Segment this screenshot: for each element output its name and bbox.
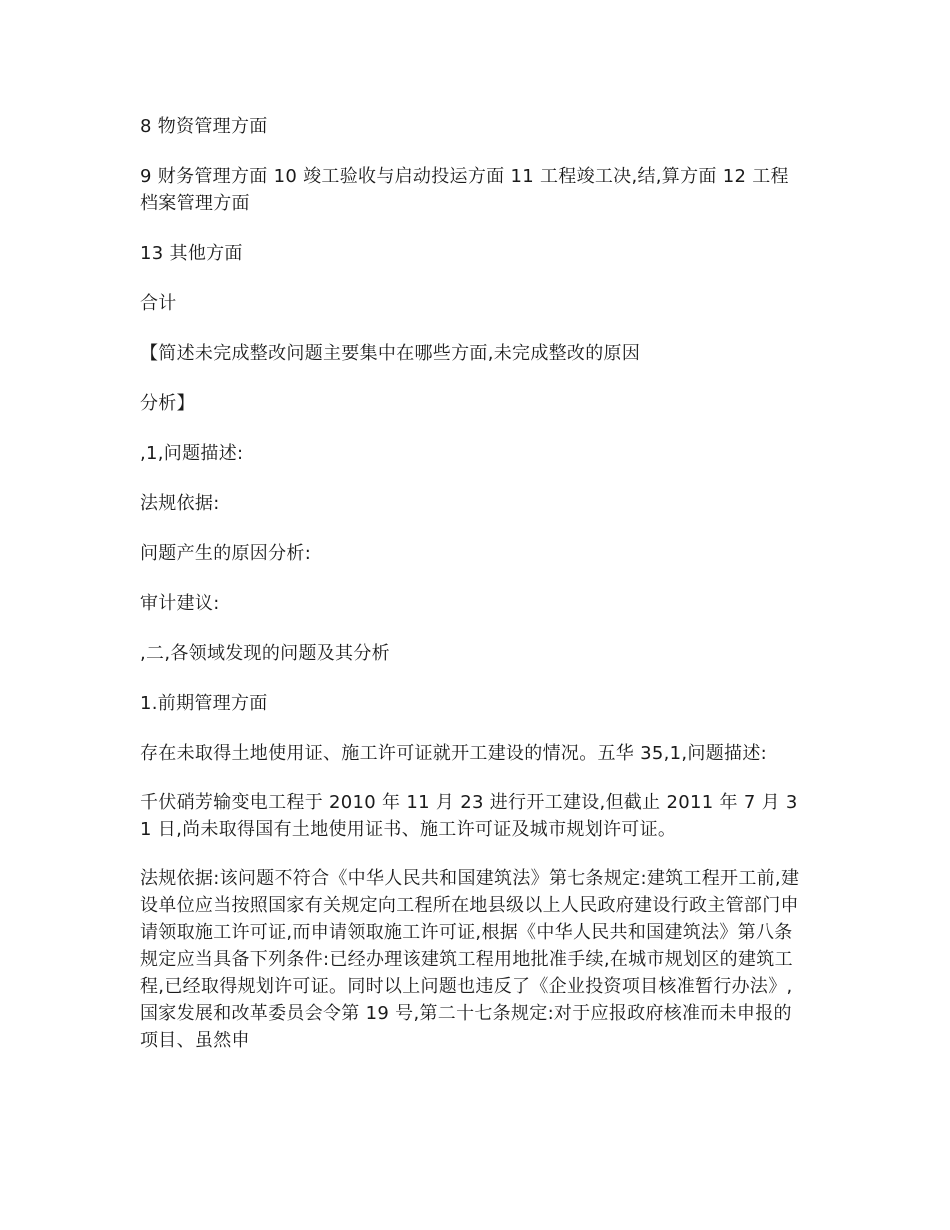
paragraph-analysis-bracket: 分析】 [140, 393, 195, 414]
paragraph-other-aspects: 13 其他方面 [140, 243, 243, 264]
paragraph-land-permit-issue: 存在未取得土地使用证、施工许可证就开工建设的情况。五华 35,1,问题描述: [140, 743, 767, 764]
paragraph-project-description: 千伏硝芳输变电工程于 2010 年 11 月 23 进行开工建设,但截止 2011 年 7 月 31 日,尚未取得国有土地使用证书、施工许可证及城市规划许可证。 [140, 792, 798, 840]
paragraph-legal-basis-detail: 法规依据:该问题不符合《中华人民共和国建筑法》第七条规定:建筑工程开工前,建设单位应当按照国家有关规定向工程所在地县级以上人民政府建设行政主管部门申请领取施工许可证,而申请领取施工许可证,根据《中华人民共和国建筑法》第八条规定应当具备下列条件:已经办理该建筑工程用地批准手续,在城市规划区的建筑工程,已经取得规划许可证。同时以上问题也违反了《企业投资项目核准暂行办法》,国家发展和改革委员会令第 19 号,第二十七条规定:对于应报政府核准而未申报的项目、虽然申 [140, 868, 800, 1051]
paragraph-legal-basis-label: 法规依据: [140, 493, 220, 514]
document-page [140, 113, 805, 1054]
paragraph-total: 合计 [140, 293, 177, 314]
section-heading-findings: ,二,各领域发现的问题及其分析 [140, 643, 390, 664]
subsection-heading-preliminary-management: 1.前期管理方面 [140, 693, 268, 714]
paragraph-audit-suggestion-label: 审计建议: [140, 593, 220, 614]
paragraph-problem-description-label: ,1,问题描述: [140, 443, 244, 464]
paragraph-summary-prompt: 【简述未完成整改问题主要集中在哪些方面,未完成整改的原因 [140, 343, 641, 364]
paragraph-finance-acceptance-archives: 9 财务管理方面 10 竣工验收与启动投运方面 11 工程竣工决,结,算方面 12 工程档案管理方面 [140, 166, 789, 214]
paragraph-cause-analysis-label: 问题产生的原因分析: [140, 543, 312, 564]
paragraph-materials-management: 8 物资管理方面 [140, 116, 268, 137]
